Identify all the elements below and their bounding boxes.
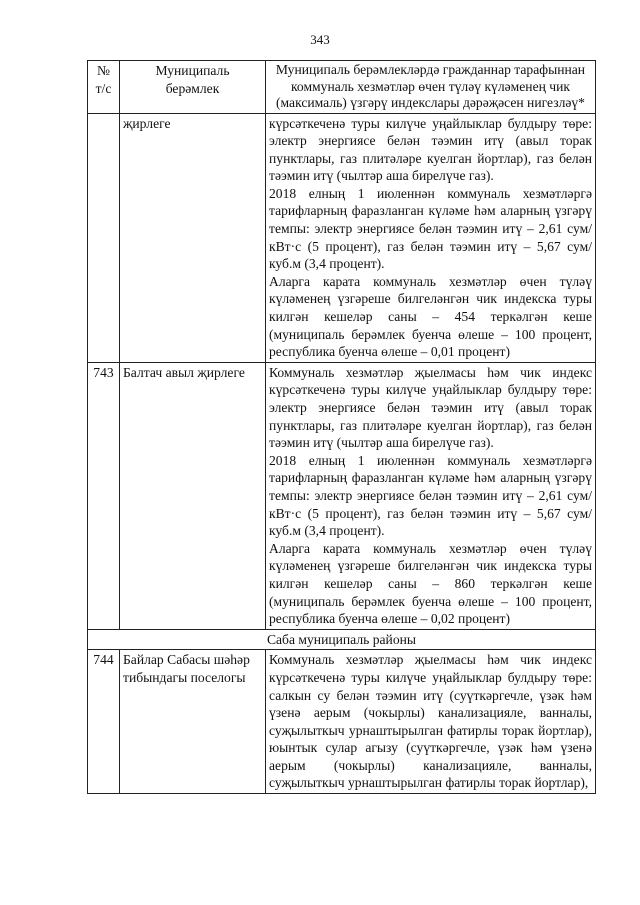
page-number: 343 — [310, 32, 330, 47]
table-row — [88, 113, 596, 362]
row-description — [266, 362, 596, 629]
row-municipality: Байлар Сабасы шәһәр тибындагы поселогы — [120, 650, 266, 794]
table-header-row — [88, 61, 596, 114]
row-paragraph: 2018 елның 1 июленнән коммуналь хезмәтләргә тарифларның фаразланган күләме һәм аларның үзгәрү темпы: электр энергиясе белән тәэмин итү – 2,61 сум/кВт·с (5 процент), газ белән тәэмин итү – 5,67 сум/куб.м (3,4 процент). — [269, 452, 592, 539]
row-paragraph: Коммуналь хезмәтләр җыелмасы һәм чик индекс күрсәткеченә туры килүче уңайлыклар булдыру төре: электр энергиясе белән тәэмин итү (авыл торак пунктлары, газ плитәләре куелган йортлар), газ белән тәэмин итү (чылтәр аша бирелүче газ). — [269, 364, 592, 451]
header-municipality: Муниципаль берәмлек — [120, 61, 266, 114]
row-description — [266, 650, 596, 794]
row-number — [88, 113, 120, 362]
row-number: 744 — [88, 650, 120, 794]
row-number: 743 — [88, 362, 120, 629]
table-row — [88, 650, 596, 794]
table-row — [88, 362, 596, 629]
row-paragraph: Коммуналь хезмәтләр җыелмасы һәм чик индекс күрсәткеченә туры килүче уңайлыклар булдыру төре: салкын су белән тәэмин итү (суүткәргечле, үзәк һәм үзенә аерым (чокырлы) канализацияле, ванналы, суҗылыткыч урнаштырылган фатирлы торак йортлар), юынтык сулар агызу (суүткәргечле, үзәк һәм үзенә аерым (чокырлы) канализацияле, ванналы, суҗылыткыч урнаштырылган фатирлы торак йортлар), — [269, 652, 592, 791]
header-number: № т/с — [88, 61, 120, 114]
row-municipality: Балтач авыл җирлеге — [120, 362, 266, 629]
row-paragraph: Аларга карата коммуналь хезмәтләр өчен түләү күләменең үзгәреше билгеләнгән чик индекска туры килгән кешеләр саны – 860 теркәлгән кеше (муниципаль берәмлек буенча өлеше – 100 процент, республика буенча өлеше – 0,02 процент) — [269, 540, 592, 627]
row-description — [266, 113, 596, 362]
tariff-table — [87, 60, 596, 794]
row-municipality: җирлеге — [120, 113, 266, 362]
header-description: Муниципаль берәмлекләрдә гражданнар тарафыннан коммуналь хезмәтләр өчен түләү күләменең чик (максималь) үзгәрү индекслары дәрәҗәсен нигезләү* — [266, 61, 596, 114]
row-paragraph: күрсәткеченә туры килүче уңайлыклар булдыру төре: электр энергиясе белән тәэмин итү (авыл торак пунктлары, газ плитәләре куелган йортлар), газ белән тәэмин итү (чылтәр аша бирелүче газ). — [269, 115, 592, 184]
row-paragraph: Аларга карата коммуналь хезмәтләр өчен түләү күләменең үзгәреше билгеләнгән чик индекска туры килгән кешеләр саны – 454 теркәлгән кеше (муниципаль берәмлек буенча өлеше – 100 процент, республика буенча өлеше – 0,01 процент) — [269, 273, 592, 360]
section-header-row — [88, 629, 596, 650]
section-title: Саба муниципаль районы — [88, 629, 596, 650]
row-paragraph: 2018 елның 1 июленнән коммуналь хезмәтләргә тарифларның фаразланган күләме һәм аларның үзгәрү темпы: электр энергиясе белән тәэмин итү – 2,61 сум/кВт·с (5 процент), газ белән тәэмин итү – 5,67 сум/куб.м (3,4 процент). — [269, 185, 592, 272]
